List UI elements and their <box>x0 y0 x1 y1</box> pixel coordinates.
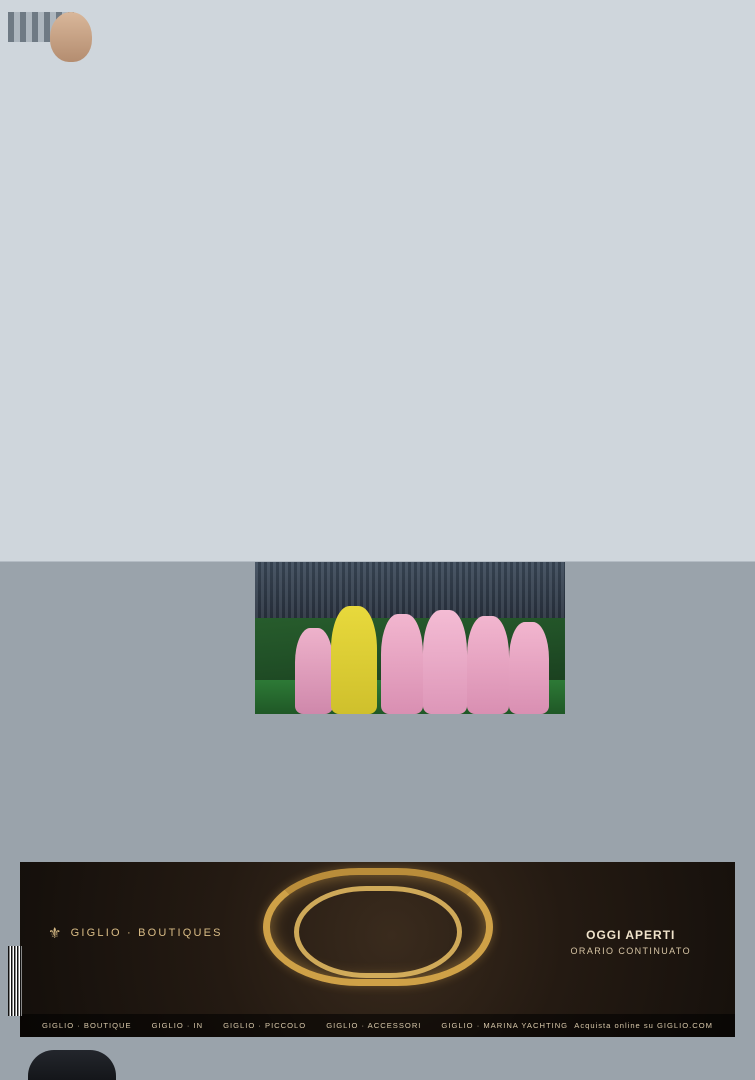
sport-photo[interactable] <box>255 562 565 714</box>
main-content <box>20 251 735 898</box>
photo-figure-body <box>28 1050 116 1080</box>
ad-footer-link[interactable]: Acquista online su GIGLIO.COM <box>574 1021 713 1030</box>
photo-figure-face <box>50 12 92 62</box>
necklace-inner-graphic <box>294 886 462 978</box>
left-content <box>20 251 575 898</box>
pizzo-photo[interactable] <box>162 798 244 870</box>
ad-brand-label: GIGLIO · BOUTIQUES <box>70 927 223 939</box>
bottom-advertisement[interactable] <box>20 862 735 1037</box>
ad-headline: OGGI APERTI <box>586 928 676 942</box>
ad-footer-list <box>42 1021 568 1030</box>
ad-footer-item[interactable]: GIGLIO · BOUTIQUE <box>42 1021 132 1030</box>
fleur-de-lis-icon: ⚜ <box>48 925 64 942</box>
ad-footer-item[interactable]: GIGLIO · MARINA YACHTING <box>441 1021 569 1030</box>
player-figure <box>295 628 333 714</box>
player-figure <box>381 614 423 714</box>
player-figure <box>423 610 467 714</box>
goalkeeper-figure <box>331 606 377 714</box>
second-section <box>20 537 565 898</box>
ad-footer-item[interactable]: GIGLIO · PICCOLO <box>223 1021 307 1030</box>
player-figure <box>509 622 549 714</box>
ad-footer-item[interactable]: GIGLIO · ACCESSORI <box>326 1021 422 1030</box>
crowd-graphic <box>255 562 565 618</box>
ad-brand <box>48 924 223 942</box>
player-figure <box>467 616 509 714</box>
ad-footer-bar <box>20 1014 735 1037</box>
ad-subline: ORARIO CONTINUATO <box>570 946 691 956</box>
secondary-article <box>20 537 245 898</box>
barcode <box>8 946 22 1016</box>
ad-message <box>571 928 691 956</box>
ad-footer-item[interactable]: GIGLIO · IN <box>151 1021 204 1030</box>
